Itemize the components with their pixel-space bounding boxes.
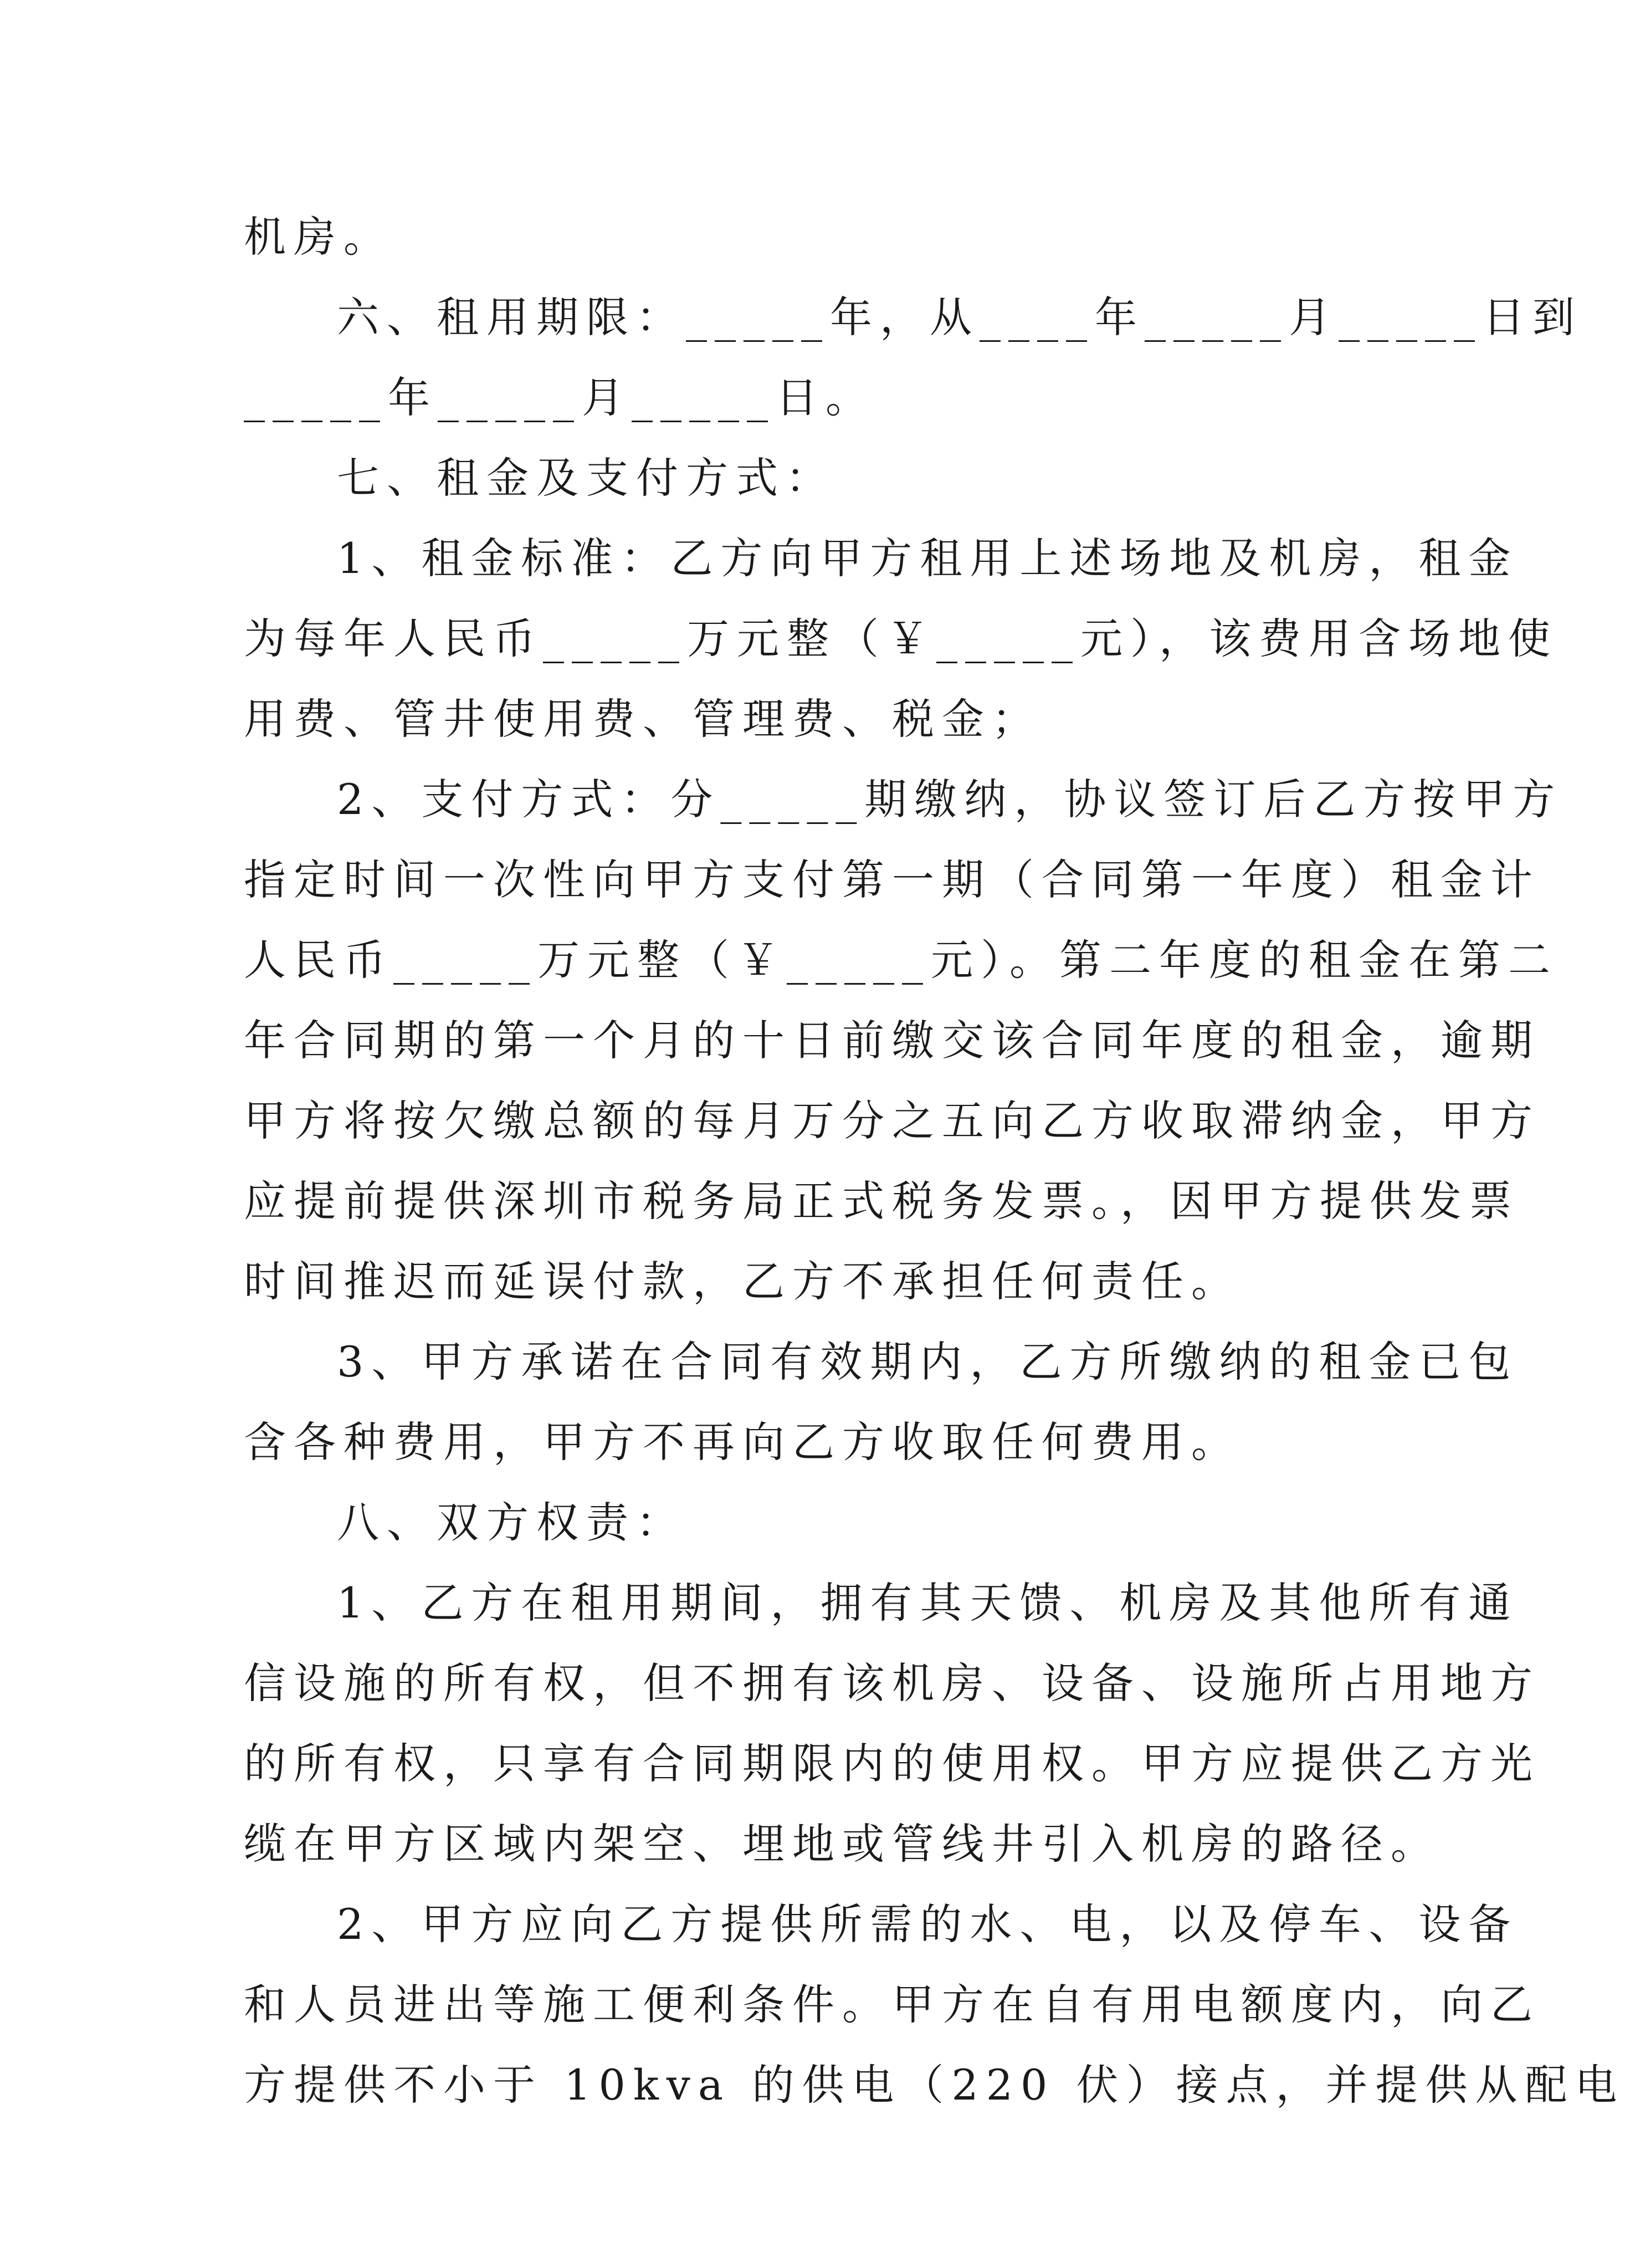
text-line: 机房。 — [244, 212, 393, 262]
text-line: 用费、管井使用费、管理费、税金； — [244, 694, 1042, 744]
text-line: 和人员进出等施工便利条件。甲方在自有用电额度内，向乙 — [244, 1980, 1540, 2029]
text-line: 指定时间一次性向甲方支付第一期（合同第一年度）租金计 — [244, 855, 1540, 904]
document-body — [244, 197, 1625, 2125]
text-line: 1、乙方在租用期间，拥有其天馈、机房及其他所有通 — [337, 1578, 1519, 1627]
text-line: 3、甲方承诺在合同有效期内，乙方所缴纳的租金已包 — [337, 1337, 1519, 1386]
text-line: 含各种费用，甲方不再向乙方收取任何费用。 — [244, 1417, 1241, 1467]
text-line: 人民币_____万元整（￥_____元）。第二年度的租金在第二 — [244, 935, 1558, 985]
section-heading: 八、双方权责： — [337, 1498, 686, 1547]
text-line: 的所有权，只享有合同期限内的使用权。甲方应提供乙方光 — [244, 1739, 1540, 1788]
text-line: 2、支付方式：分_____期缴纳，协议签订后乙方按甲方 — [337, 775, 1563, 824]
text-line: 应提前提供深圳市税务局正式税务发票。，因甲方提供发票 — [244, 1176, 1519, 1226]
text-line: 六、租用期限：_____年，从____年_____月_____日到 — [337, 293, 1582, 342]
text-line: 2、甲方应向乙方提供所需的水、电，以及停车、设备 — [337, 1900, 1519, 1949]
text-line: _____年_____月_____日。 — [244, 373, 875, 422]
text-line: 信设施的所有权，但不拥有该机房、设备、设施所占用地方 — [244, 1658, 1540, 1708]
text-line: 方提供不小于 10kva 的供电（220 伏）接点，并提供从配电 — [244, 2060, 1625, 2110]
text-line: 时间推迟而延误付款，乙方不承担任何责任。 — [244, 1257, 1241, 1306]
text-line: 甲方将按欠缴总额的每月万分之五向乙方收取滞纳金，甲方 — [244, 1096, 1540, 1145]
text-line: 年合同期的第一个月的十日前缴交该合同年度的租金，逾期 — [244, 1016, 1540, 1065]
text-line: 缆在甲方区域内架空、埋地或管线井引入机房的路径。 — [244, 1819, 1441, 1868]
text-line: 1、租金标准：乙方向甲方租用上述场地及机房，租金 — [337, 534, 1519, 583]
section-heading: 七、租金及支付方式： — [337, 453, 835, 503]
text-line: 为每年人民币_____万元整（￥_____元），该费用含场地使 — [244, 614, 1558, 663]
